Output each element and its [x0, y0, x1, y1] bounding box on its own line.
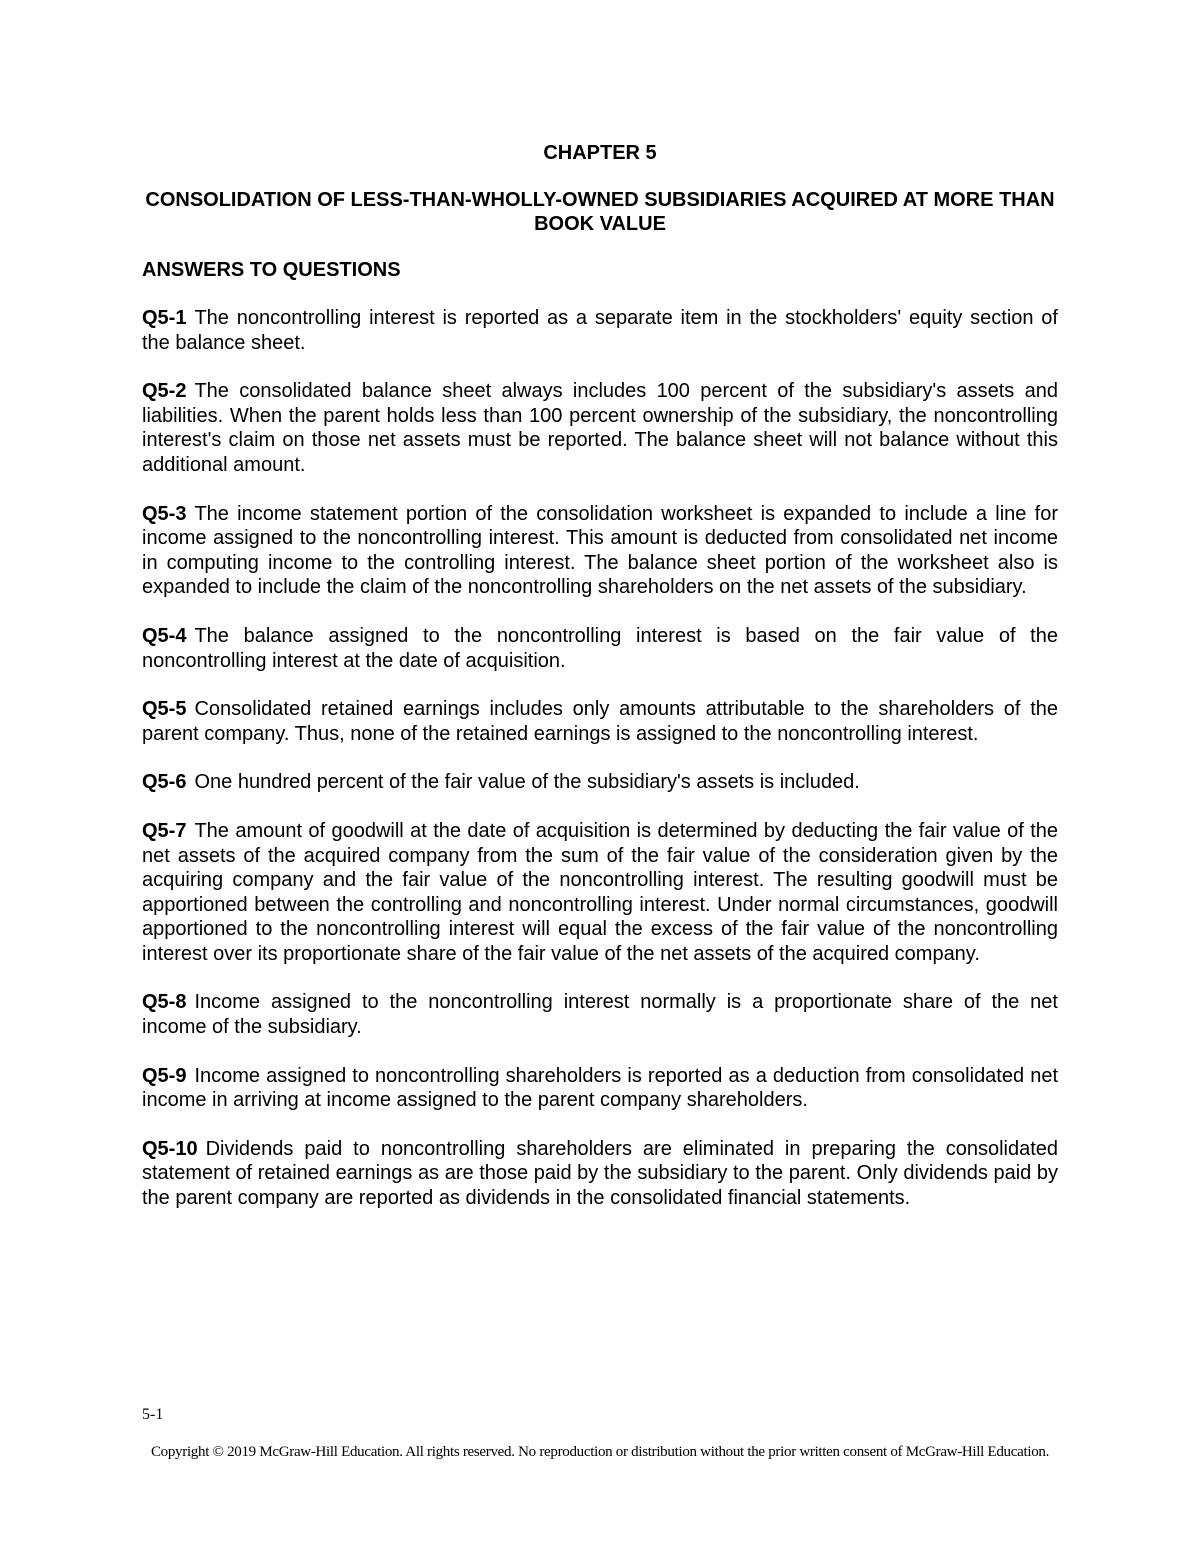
- question-answer: [142, 819, 1058, 967]
- answer-text: The noncontrolling interest is reported as a separate item in the stockholders' equity section of the balance sheet.: [142, 307, 1058, 354]
- answer-text: The amount of goodwill at the date of acquisition is determined by deducting the fair value of the net assets of the acquired company from the sum of the fair value of the consideration given by the acquiring company and the fair value of the noncontrolling interest. The resulting goodwill must be apportioned between the controlling and noncontrolling interest. Under normal circumstances, goodwill apportioned to the noncontrolling interest will equal the excess of the fair value of the noncontrolling interest over its proportionate share of the fair value of the net assets of the acquired company.: [142, 819, 1058, 965]
- question-answer: [142, 1137, 1058, 1211]
- chapter-heading: CHAPTER 5: [543, 142, 657, 164]
- question-number: Q5-6: [142, 771, 187, 794]
- page-number: 5-1: [142, 1406, 164, 1423]
- answer-text: Consolidated retained earnings includes only amounts attributable to the shareholders of the parent company. Thus, none of the retained earnings is assigned to the noncontrolling interest.: [142, 698, 1058, 745]
- answer-text: Dividends paid to noncontrolling shareholders are eliminated in preparing the consolidated statement of retained earnings as are those paid by the subsidiary to the parent. Only dividends paid by the parent company are reported as dividends in the consolidated financial statements.: [142, 1137, 1058, 1210]
- answer-text: Income assigned to the noncontrolling interest normally is a proportionate share of the net income of the subsidiary.: [142, 991, 1058, 1039]
- question-answer: [142, 502, 1058, 600]
- question-answer: [142, 697, 1058, 746]
- answer-text: Income assigned to noncontrolling shareholders is reported as a deduction from consolidated net income in arriving at income assigned to the parent company shareholders.: [142, 1064, 1058, 1112]
- question-number: Q5-5: [142, 698, 187, 721]
- answer-text: The income statement portion of the consolidation worksheet is expanded to include a line for income assigned to the noncontrolling interest. This amount is deducted from consolidated net income in computing income to the controlling interest. The balance sheet portion of the worksheet also is expanded to include the claim of the noncontrolling shareholders on the net assets of the subsidiary.: [142, 502, 1058, 599]
- question-number: Q5-4: [142, 624, 187, 647]
- copyright-notice: Copyright © 2019 McGraw-Hill Education. All rights reserved. No reproduction or distribution without the prior written consent of McGraw-Hill Education.: [150, 1444, 1050, 1460]
- question-number: Q5-9: [142, 1064, 187, 1087]
- question-number: Q5-10: [142, 1137, 198, 1160]
- question-answer: [142, 770, 1058, 795]
- answer-text: The consolidated balance sheet always includes 100 percent of the subsidiary's assets and liabilities. When the parent holds less than 100 percent ownership of the subsidiary, the noncontrolling interest's claim on those net assets must be reported. The balance sheet will not balance without this additional amount.: [142, 380, 1058, 476]
- chapter-title: CONSOLIDATION OF LESS-THAN-WHOLLY-OWNED SUBSIDIARIES ACQUIRED AT MORE THAN BOOK VALUE: [145, 189, 1055, 235]
- question-answer: [142, 624, 1058, 673]
- question-number: Q5-7: [142, 819, 187, 842]
- question-number: Q5-3: [142, 502, 187, 525]
- question-answer: [142, 1064, 1058, 1113]
- question-answer: [142, 379, 1058, 477]
- question-number: Q5-1: [142, 307, 187, 329]
- answer-text: One hundred percent of the fair value of the subsidiary's assets is included.: [194, 771, 860, 794]
- question-number: Q5-2: [142, 380, 187, 403]
- question-number: Q5-8: [142, 991, 187, 1014]
- question-answer: [142, 306, 1058, 355]
- answer-text: The balance assigned to the noncontrolling interest is based on the fair value of the noncontrolling interest at the date of acquisition.: [142, 624, 1058, 672]
- page-content: [142, 140, 1058, 1211]
- question-answer: [142, 990, 1058, 1039]
- section-heading: ANSWERS TO QUESTIONS: [142, 259, 401, 281]
